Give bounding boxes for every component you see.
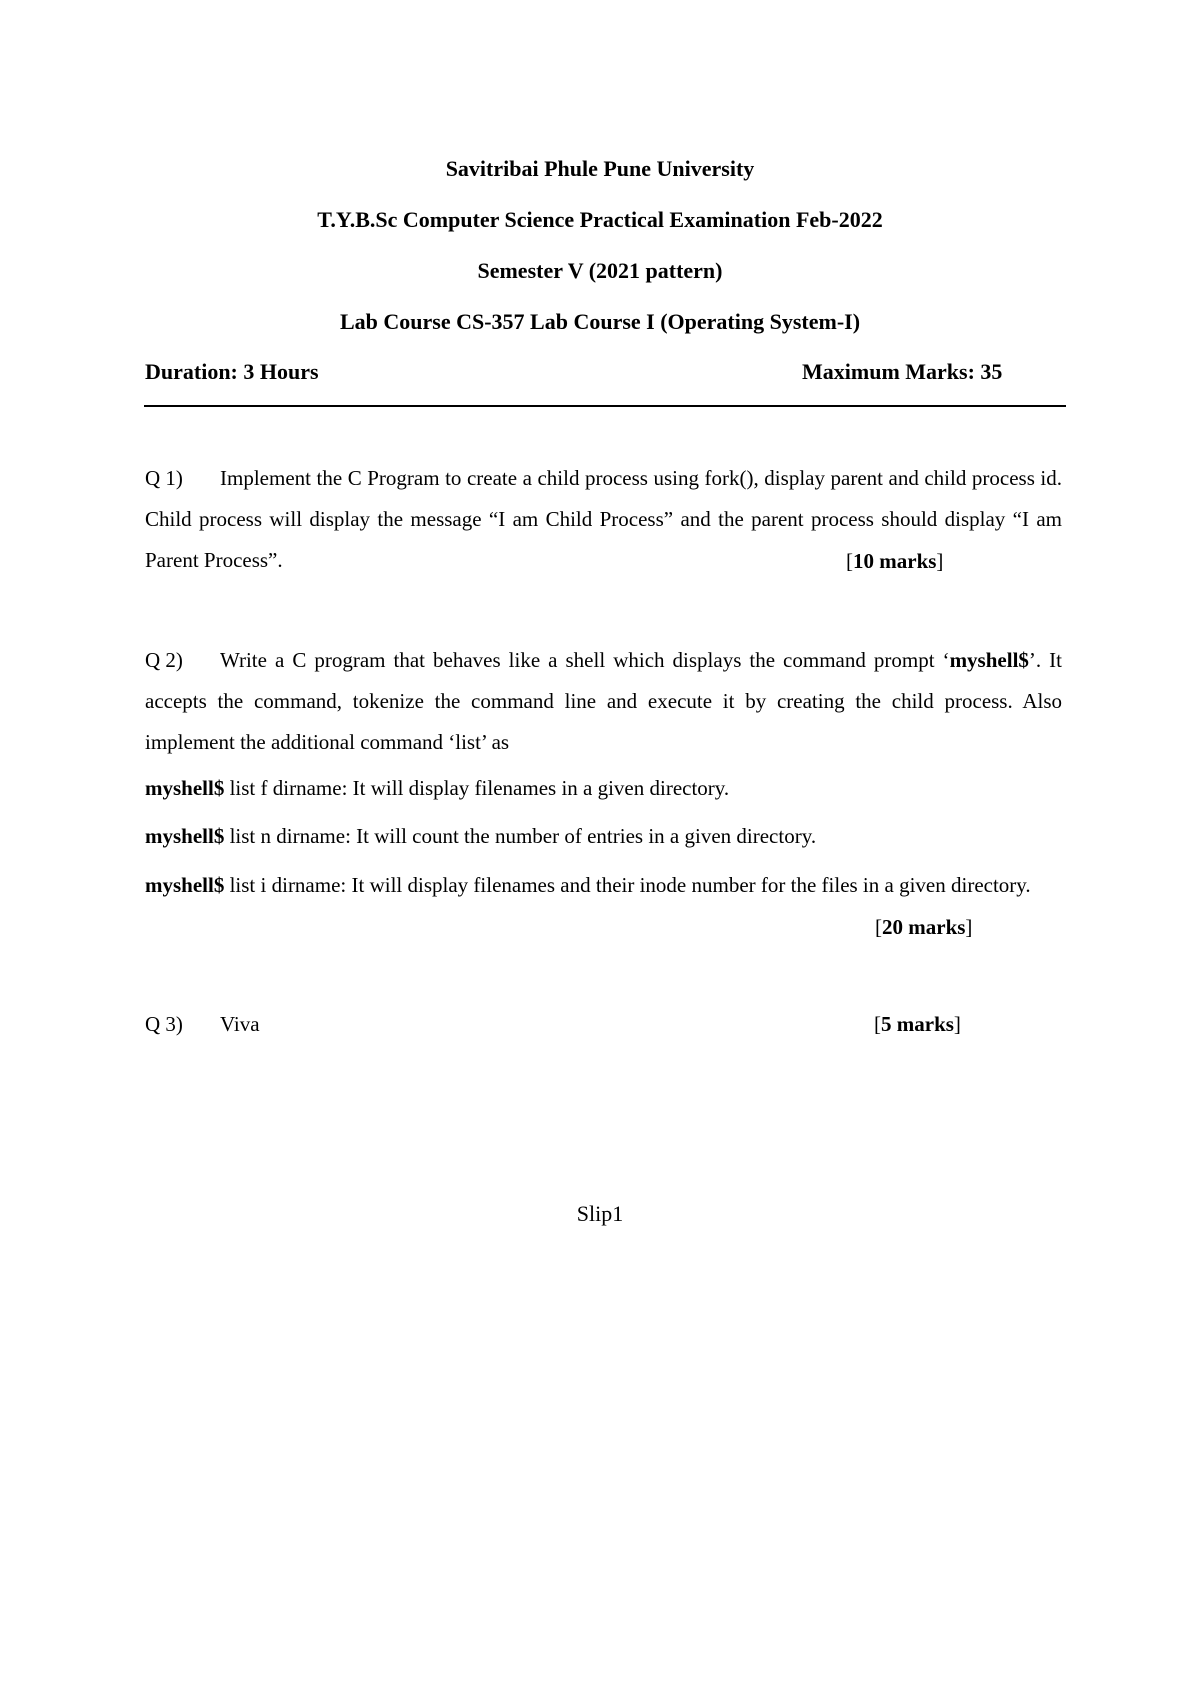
exam-title: T.Y.B.Sc Computer Science Practical Examination Feb-2022 bbox=[317, 207, 883, 232]
question-1-number: Q 1) bbox=[145, 466, 183, 490]
command-prompt: myshell$ bbox=[145, 776, 225, 800]
course-line: Lab Course CS-357 Lab Course I (Operating System-I) bbox=[339, 309, 861, 334]
command-text: list n dirname: It will count the number of entries in a given directory. bbox=[224, 824, 817, 848]
list-command-f bbox=[145, 768, 1062, 809]
shell-prompt: myshell$ bbox=[949, 648, 1029, 672]
command-prompt: myshell$ bbox=[145, 873, 225, 897]
semester-line: Semester V (2021 pattern) bbox=[477, 258, 723, 283]
question-2-number: Q 2) bbox=[145, 648, 183, 672]
command-text: list i dirname: It will display filenames and their inode number for the files in a given directory. bbox=[224, 873, 1031, 897]
question-1-text: Implement the C Program to create a child process using fork(), display parent and child process id. Child process will display the message “I am Child Process” and the parent process should display “I am Parent Process”. bbox=[145, 466, 1062, 572]
university-name: Savitribai Phule Pune University bbox=[445, 156, 755, 181]
header-divider bbox=[144, 405, 1066, 407]
question-2-text: Write a C program that behaves like a shell which displays the command prompt ‘ bbox=[220, 648, 950, 672]
question-1-marks: [10 marks] bbox=[846, 549, 944, 573]
slip-label: Slip1 bbox=[576, 1201, 624, 1226]
question-3-text: Viva bbox=[220, 1012, 260, 1036]
question-2-text-cont: ’. It accepts the command, tokenize the command line and execute it by creating the child process. Also implement the additional command ‘list’ as bbox=[145, 648, 1062, 754]
question-2 bbox=[145, 640, 1062, 763]
question-2-marks: [20 marks] bbox=[875, 915, 973, 939]
question-3-marks: [5 marks] bbox=[874, 1012, 961, 1036]
list-command-i bbox=[145, 865, 1062, 906]
duration: Duration: 3 Hours bbox=[145, 359, 319, 384]
command-prompt: myshell$ bbox=[145, 824, 225, 848]
list-command-n bbox=[145, 816, 1062, 857]
exam-meta bbox=[145, 359, 1065, 385]
command-text: list f dirname: It will display filenames in a given directory. bbox=[224, 776, 730, 800]
maximum-marks: Maximum Marks: 35 bbox=[802, 359, 1003, 384]
question-3-number: Q 3) bbox=[145, 1012, 183, 1036]
